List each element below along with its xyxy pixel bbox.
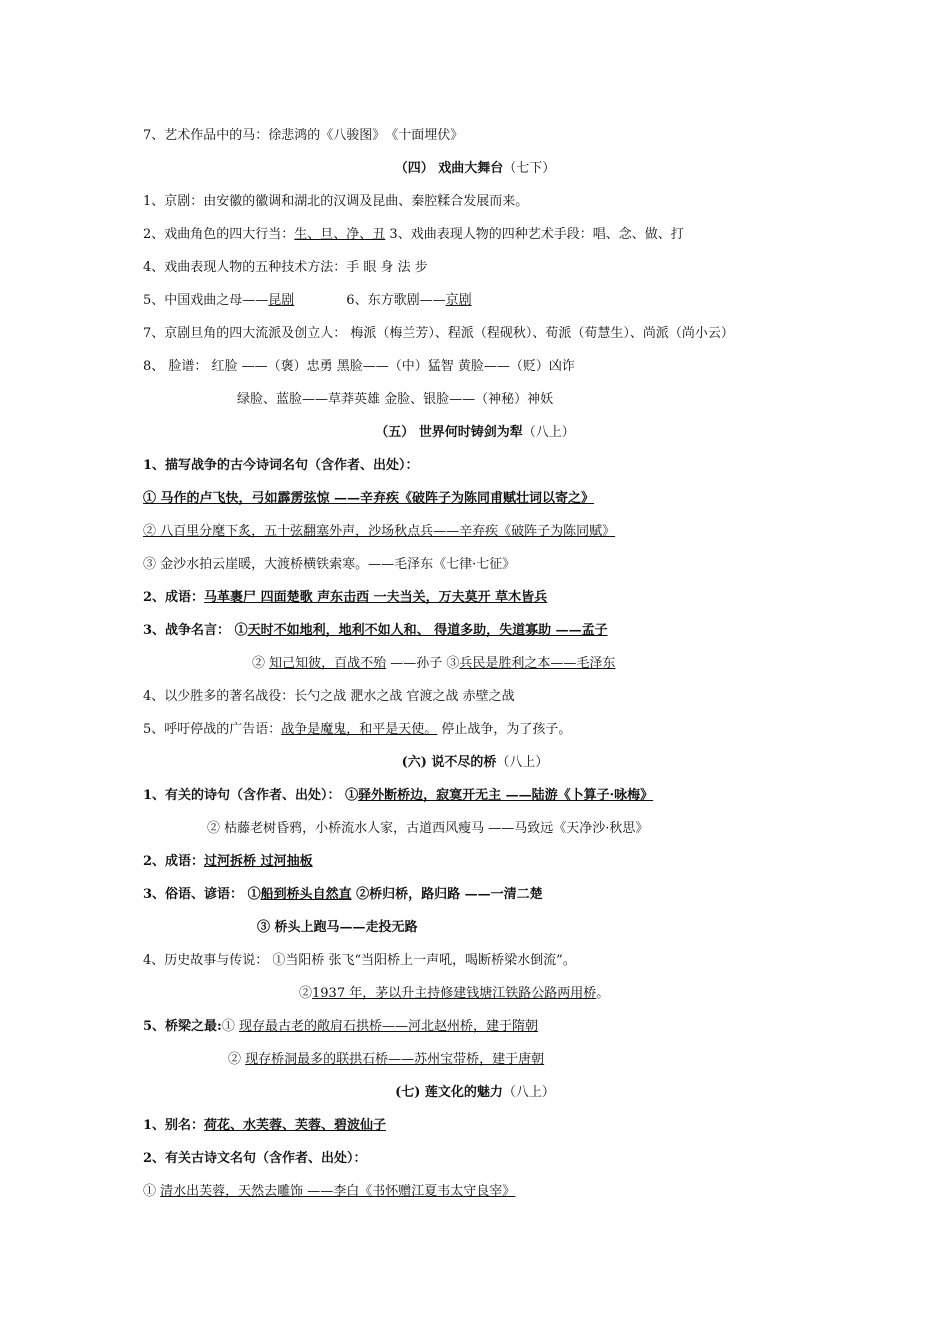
bridge-stories-line: 4、历史故事与传说： ①当阳桥 张飞“当阳桥上一声吼，喝断桥梁水倒流”。 — [143, 953, 576, 968]
lotus-poems-heading: 2、有关古诗文名句（含作者、出处）： — [143, 1151, 367, 1166]
bridge-records-line: 5、桥梁之最:① 现存最古老的敞肩石拱桥——河北赵州桥，建于隋朝 — [143, 1019, 539, 1034]
bridge-poems-line: 1、有关的诗句（含作者、出处）： ①驿外断桥边，寂寞开无主 ——陆游《卜算子·咏梅》 — [143, 788, 654, 803]
face-mask-line-1: 8、 脸谱： 红脸 ——（褒）忠勇 黑脸——（中）猛智 黄脸——（贬）凶诈 — [143, 359, 575, 374]
lotus-aliases-line: 1、别名：荷花、水芙蓉、芙蓉、碧波仙子 — [143, 1118, 387, 1133]
bridge-records-line-2: ② 现存桥洞最多的联拱石桥——苏州宝带桥，建于唐朝 — [228, 1052, 545, 1067]
war-quotes-line: 3、战争名言： ①天时不如地利，地利不如人和、 得道多助，失道寡助 ——孟子 — [143, 623, 608, 638]
war-poem-3: ③ 金沙水拍云崖暖，大渡桥横铁索寒。——毛泽东《七律·七征》 — [143, 557, 516, 572]
art-horse-line: 7、艺术作品中的马：徐悲鸿的《八骏图》 《十面埋伏》 — [143, 128, 464, 143]
ceasefire-slogan-line: 5、呼吁停战的广告语：战争是魔鬼，和平是天使。 停止战争，为了孩子。 — [143, 722, 572, 737]
dan-schools-line: 7、京剧旦角的四大流派及创立人： 梅派（梅兰芳）、程派（程砚秋）、荀派（荀慧生）、尚派（尚小云） — [143, 326, 734, 341]
war-poem-2: ② 八百里分麾下炙，五十弦翻塞外声，沙场秋点兵——辛弃疾《破阵子为陈同赋》 — [143, 524, 616, 539]
war-quotes-line-2: ② 知己知彼，百战不殆 ——孙子 ③兵民是胜利之本——毛泽东 — [252, 656, 616, 671]
opera-roles-line: 2、戏曲角色的四大行当：生、旦、净、丑 3、戏曲表现人物的四种艺术手段：唱、念、做、打 — [143, 227, 684, 242]
famous-battles-line: 4、以少胜多的著名战役：长勺之战 淝水之战 官渡之战 赤壁之战 — [143, 689, 515, 704]
opera-mother-line: 5、中国戏曲之母——昆剧 6、东方歌剧——京剧 — [143, 293, 472, 308]
bridge-stories-line-2: ②1937 年，茅以升主持修建钱塘江铁路公路两用桥。 — [299, 986, 610, 1001]
section-heading-opera: （四） 戏曲大舞台（七下） — [394, 161, 556, 176]
section-heading-war: （五） 世界何时铸剑为犁（八上） — [375, 425, 575, 440]
war-idioms-line: 2、成语：马革裹尸 四面楚歌 声东击西 一夫当关，万夫莫开 草木皆兵 — [143, 590, 548, 605]
section-heading-bridge: (六) 说不尽的桥（八上） — [401, 755, 549, 770]
face-mask-line-2: 绿脸、蓝脸——草莽英雄 金脸、银脸——（神秘）神妖 — [237, 392, 554, 407]
opera-techniques-line: 4、戏曲表现人物的五种技术方法：手 眼 身 法 步 — [143, 260, 428, 275]
lotus-poem-1: ① 清水出芙蓉，天然去雕饰 ——李白《书怀赠江夏韦太守良宰》 — [143, 1184, 516, 1199]
war-poems-heading: 1、描写战争的古今诗词名句（含作者、出处）： — [143, 458, 419, 473]
bridge-sayings-line-2: ③ 桥头上跑马——走投无路 — [257, 920, 418, 935]
section-heading-lotus: (七) 莲文化的魅力（八上） — [395, 1085, 555, 1100]
peking-opera-origin: 1、京剧：由安徽的徽调和湖北的汉调及昆曲、秦腔糅合发展而来。 — [143, 194, 529, 209]
bridge-sayings-line: 3、俗语、谚语： ①船到桥头自然直 ②桥归桥，路归路 ——一清二楚 — [143, 887, 543, 902]
bridge-poem-2: ② 枯藤老树昏鸦，小桥流水人家，古道西风瘦马 ——马致远《天净沙·秋思》 — [207, 821, 649, 836]
war-poem-1: ① 马作的卢飞快，弓如霹雳弦惊 ——辛弃疾《破阵子为陈同甫赋壮词以寄之》 — [143, 491, 595, 506]
bridge-idioms-line: 2、成语：过河拆桥 过河抽板 — [143, 854, 313, 869]
